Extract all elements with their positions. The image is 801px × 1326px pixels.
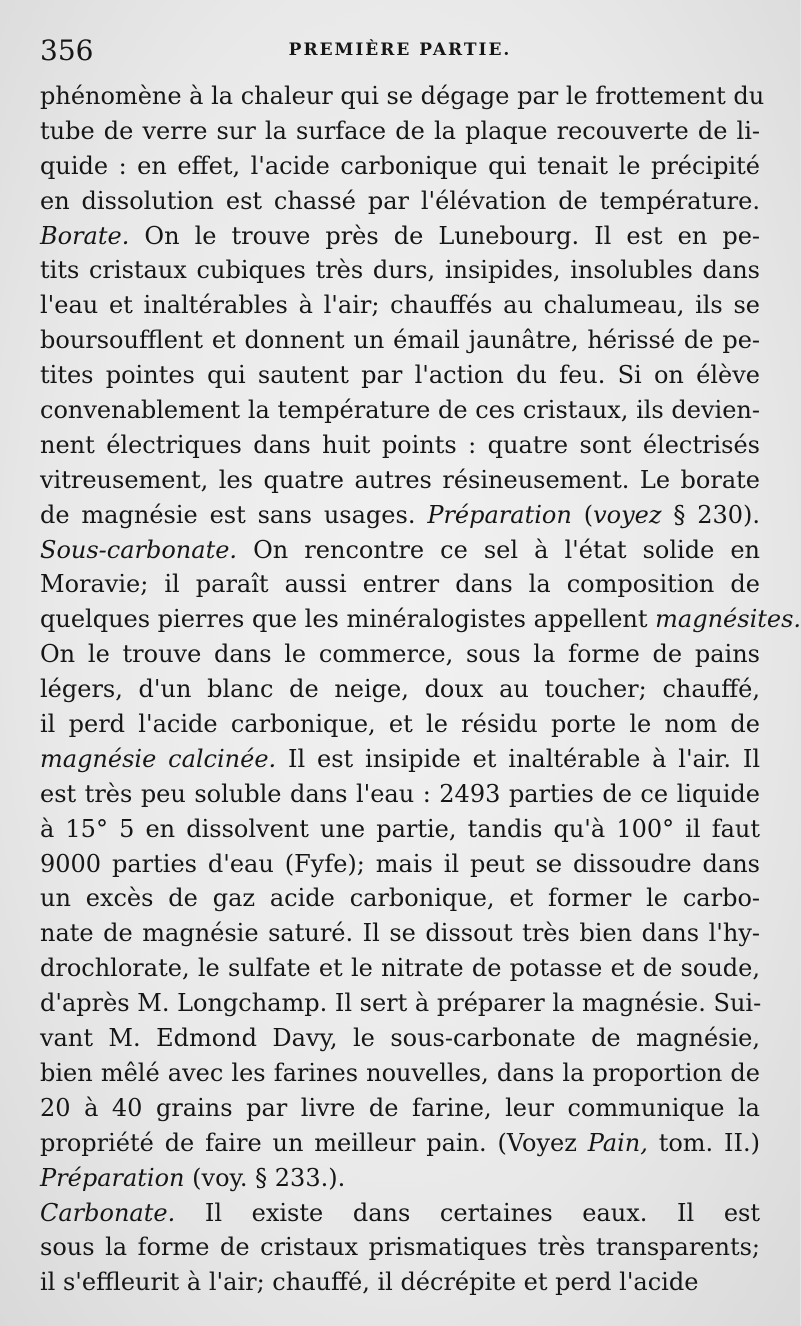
line-text: tites pointes qui sautent par l'action du feu. Si on élève [40, 361, 760, 390]
line-text: un excès de gaz acide carbonique, et former le carbo- [40, 884, 760, 913]
text-line [40, 916, 760, 951]
page-header [40, 34, 760, 68]
text-line [40, 1230, 760, 1265]
text-line [40, 393, 760, 428]
line-text: Moravie; il paraît aussi entrer dans la composition de [40, 570, 760, 599]
line-text: d'après M. Longchamp. Il sert à préparer la magnésie. Sui- [40, 989, 762, 1018]
line-text: 9000 parties d'eau (Fyfe); mais il peut se dissoudre dans [40, 849, 760, 878]
text-line [40, 951, 760, 986]
text-line [40, 602, 801, 637]
page-number: 356 [40, 34, 94, 67]
text-line [40, 323, 760, 358]
line-text: il perd l'acide carbonique, et le résidu porte le nom de [40, 710, 760, 739]
text-line [40, 777, 760, 812]
line-text: convenablement la température de ces cristaux, ils devien- [40, 396, 760, 425]
line-text: boursoufflent et donnent un émail jaunâtre, hérissé de pe- [40, 326, 760, 355]
text-line [40, 1091, 760, 1126]
text-line [40, 847, 760, 882]
italic-term: magnésites. [655, 605, 801, 634]
line-text: de magnésie est sans usages. [40, 500, 428, 529]
line-text: l'eau et inaltérables à l'air; chauffés au chalumeau, ils se [40, 291, 760, 320]
line-text: ( [571, 500, 594, 529]
line-text: On rencontre ce sel à l'état solide en [237, 535, 760, 564]
text-line [40, 184, 760, 219]
italic-term: Carbonate. [40, 1198, 176, 1227]
line-text: en dissolution est chassé par l'élévation de température. [40, 186, 760, 215]
text-line [40, 114, 760, 149]
text-line [40, 672, 760, 707]
line-text: bien mêlé avec les farines nouvelles, dans la proportion de [40, 1058, 760, 1087]
line-text: 20 à 40 grains par livre de farine, leur communique la [40, 1093, 760, 1122]
text-line [40, 812, 760, 847]
line-text: tom. II.) [647, 1128, 760, 1157]
text-line [40, 1021, 760, 1056]
text-line [40, 1126, 760, 1161]
italic-term: Borate. [40, 221, 130, 250]
line-text: sous la forme de cristaux prismatiques très transparents; [40, 1233, 760, 1262]
text-line [40, 288, 760, 323]
text-line [40, 1196, 760, 1231]
line-text: § 230). [661, 500, 761, 529]
text-line [40, 1265, 760, 1300]
line-text: vitreusement, les quatre autres résineusement. Le borate [40, 465, 760, 494]
text-line [40, 219, 760, 254]
line-text: drochlorate, le sulfate et le nitrate de potasse et de soude, [40, 954, 760, 983]
text-line [40, 637, 760, 672]
text-line [40, 498, 760, 533]
text-line [40, 463, 760, 498]
line-text: propriété de faire un meilleur pain. (Voyez [40, 1128, 588, 1157]
italic-term: voyez [593, 500, 662, 529]
line-text: On le trouve dans le commerce, sous la forme de pains [40, 640, 760, 669]
text-line [40, 1056, 760, 1091]
line-text: nent électriques dans huit points : quatre sont électrisés [40, 430, 760, 459]
line-text: On le trouve près de Lunebourg. Il est en pe- [129, 221, 760, 250]
line-text: quelques pierres que les minéralogistes appellent [40, 605, 656, 634]
text-line [40, 79, 765, 114]
text-line [40, 567, 760, 602]
text-line [40, 358, 760, 393]
text-line [40, 707, 760, 742]
line-text: quide : en effet, l'acide carbonique qui tenait le précipité [40, 151, 760, 180]
line-text: légers, d'un blanc de neige, doux au toucher; chauffé, [40, 675, 760, 704]
italic-term: Préparation [40, 1163, 185, 1192]
running-head: PREMIÈRE PARTIE. [288, 40, 512, 60]
italic-term: Pain, [587, 1128, 648, 1157]
line-text: (voy. § 233.). [184, 1163, 346, 1192]
text-line [40, 533, 760, 568]
italic-term: Sous-carbonate. [40, 535, 238, 564]
line-text: à 15° 5 en dissolvent une partie, tandis qu'à 100° il faut [40, 814, 760, 843]
line-text: Il est insipide et inaltérable à l'air. Il [276, 744, 760, 773]
text-line [40, 253, 760, 288]
line-text: Il existe dans certaines eaux. Il est [175, 1198, 760, 1227]
line-text: tube de verre sur la surface de la plaque recouverte de li- [40, 116, 760, 145]
line-text: nate de magnésie saturé. Il se dissout très bien dans l'hy- [40, 919, 760, 948]
line-text: vant M. Edmond Davy, le sous-carbonate de magnésie, [40, 1024, 760, 1053]
italic-term: magnésie calcinée. [40, 744, 277, 773]
italic-term: Préparation [427, 500, 572, 529]
text-line [40, 986, 760, 1021]
text-line [40, 881, 760, 916]
text-line [40, 742, 760, 777]
body-text [40, 79, 801, 1300]
text-line [40, 428, 760, 463]
text-line [40, 1161, 760, 1196]
line-text: tits cristaux cubiques très durs, insipides, insolubles dans [40, 256, 760, 285]
line-text: il s'effleurit à l'air; chauffé, il décrépite et perd l'acide [40, 1268, 699, 1297]
text-line [40, 149, 760, 184]
line-text: est très peu soluble dans l'eau : 2493 parties de ce liquide [40, 779, 760, 808]
line-text: phénomène à la chaleur qui se dégage par le frottement du [40, 82, 765, 110]
